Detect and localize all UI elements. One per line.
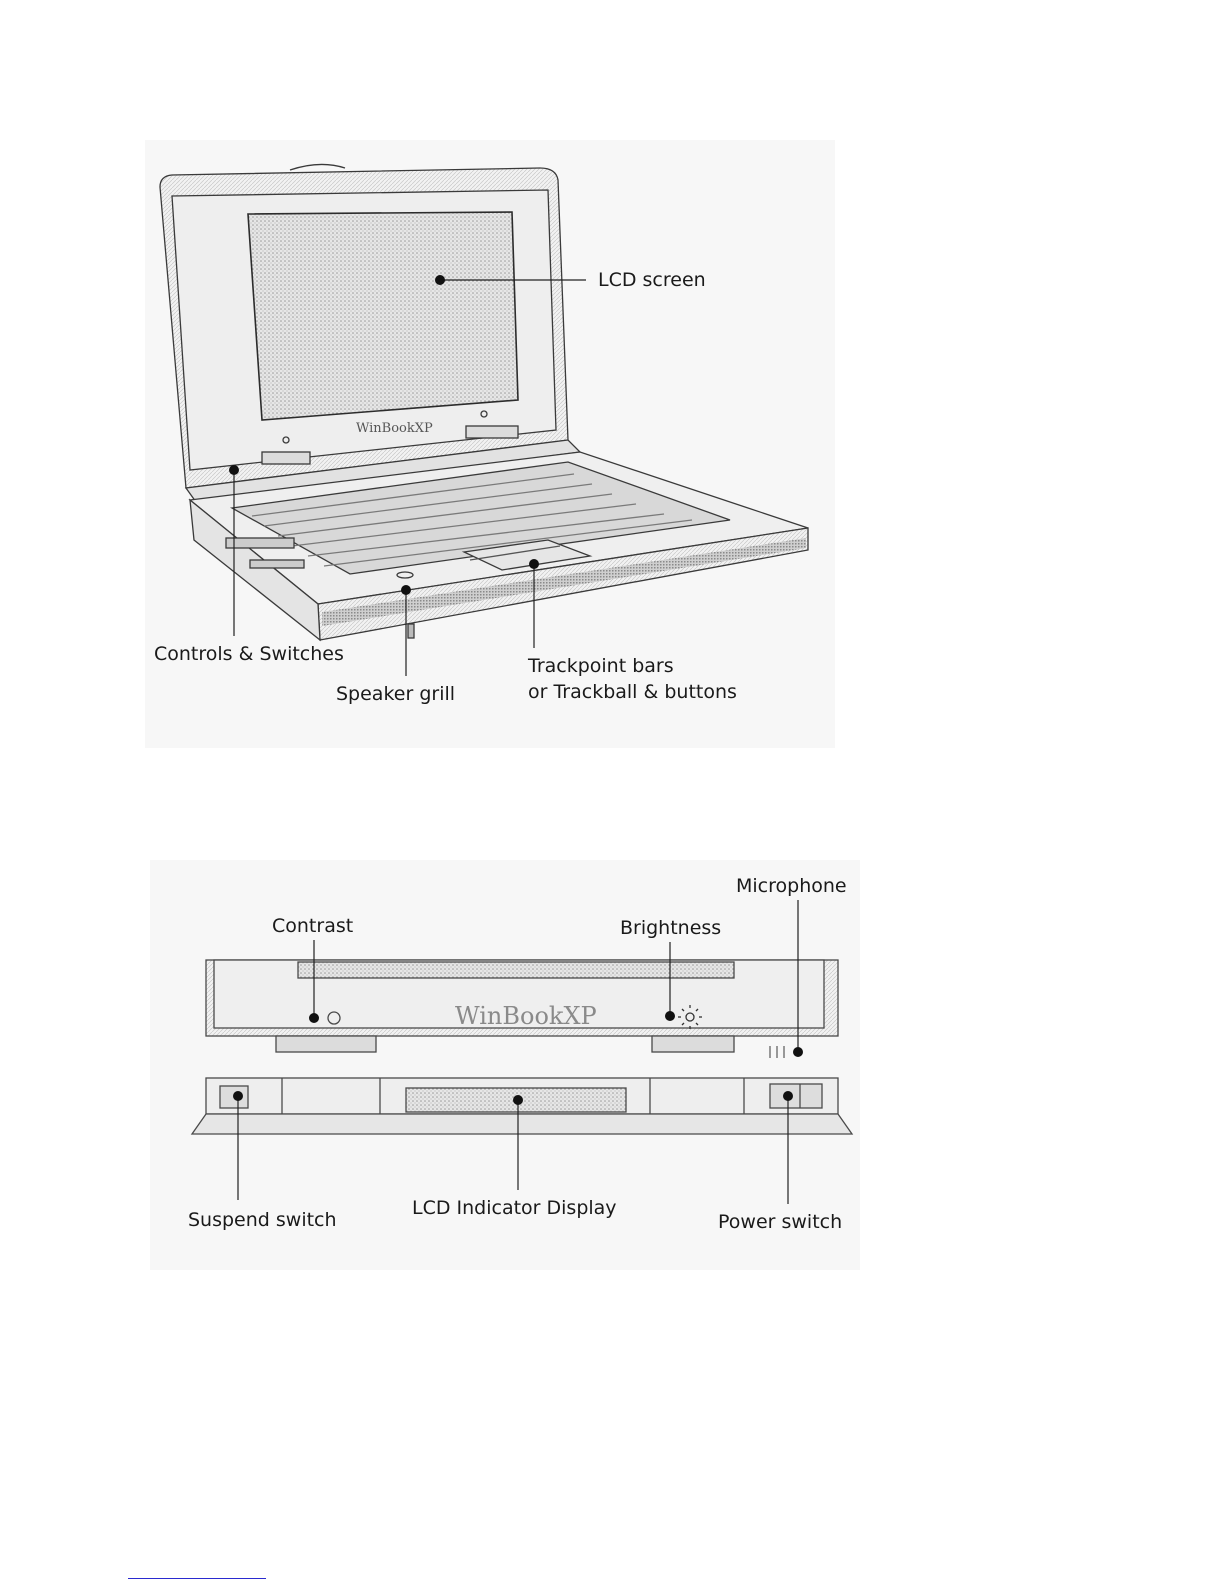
microphone-label: Microphone xyxy=(736,875,847,897)
lid-brand-logo: WinBookXP xyxy=(356,421,433,436)
lcd-screen-label: LCD screen xyxy=(598,269,706,291)
power-switch-label: Power switch xyxy=(718,1211,843,1233)
power-callout-dot xyxy=(783,1091,793,1101)
lcd-indicator-callout-dot xyxy=(513,1095,523,1105)
lcd-indicator-label: LCD Indicator Display xyxy=(412,1197,617,1219)
suspend-callout-dot xyxy=(233,1091,243,1101)
brightness-callout-dot xyxy=(665,1011,675,1021)
microphone-callout-dot xyxy=(793,1047,803,1057)
contrast-slider[interactable] xyxy=(276,1036,376,1052)
trackpoint-label-line2: or Trackball & buttons xyxy=(528,681,737,703)
trackpoint-label-line1: Trackpoint bars xyxy=(528,655,674,677)
contrast-callout-dot xyxy=(309,1013,319,1023)
controls-switches-label: Controls & Switches xyxy=(154,643,344,665)
speaker-grill-label: Speaker grill xyxy=(336,683,456,705)
footnote-rule xyxy=(128,1578,266,1579)
power-switch[interactable] xyxy=(770,1084,822,1108)
strip-brand-logo: WinBookXP xyxy=(455,1002,597,1030)
suspend-switch-label: Suspend switch xyxy=(188,1209,337,1231)
brightness-label: Brightness xyxy=(620,917,722,939)
brightness-slider[interactable] xyxy=(652,1036,734,1052)
contrast-label: Contrast xyxy=(272,915,354,937)
